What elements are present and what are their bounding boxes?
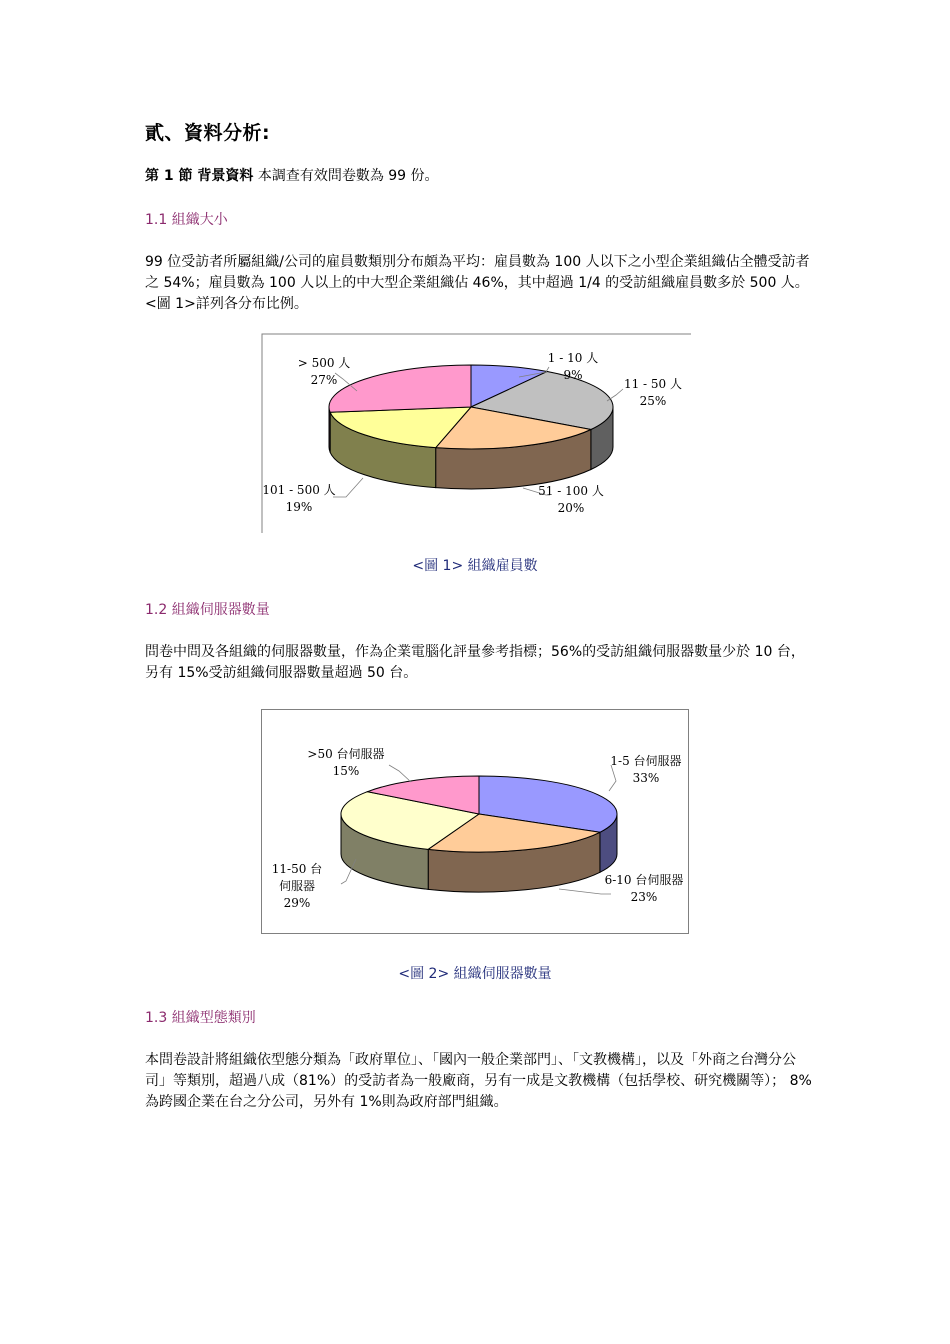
subsection-1-3-title: 1.3 組織型態類別 (145, 1010, 256, 1026)
subsection-1-1-paragraph: 99 位受訪者所屬組織/公司的雇員數類別分布頗為平均：雇員數為 100 人以下之小型企業組織佔全體受訪者之 54%；雇員數為 100 人以上的中大型企業組織佔 46%，其中超過 1/4 的受訪組織雇員數多於 500 人。<圖 1>詳列各分布比例。 (145, 254, 810, 312)
slice-value-50: 15% (332, 764, 360, 778)
chart-1-container (261, 333, 691, 533)
figure-1-caption: <圖 1> 組織雇員數 (412, 558, 538, 574)
subsection-1-3-paragraph: 本問卷設計將組織依型態分類為「政府單位」、「國內一般企業部門」、「文教機構」，以及「外商之台灣分公司」等類別，超過八成（81%）的受訪者為一般廠商，另有一成是文教機構（包括學校、研究機關等）； 8%為跨國企業在台之分公司，另外有 1%則為政府部門組織。 (145, 1052, 812, 1110)
slice-value-11-50: 29% (283, 896, 311, 910)
slice-value-500: 27% (310, 373, 338, 387)
slice-label-101-500: 101 - 500 人 (262, 483, 336, 497)
slice-value-11-50: 25% (639, 394, 667, 408)
slice-value-1-10: 9% (563, 368, 583, 382)
chart-2-container (261, 709, 689, 934)
section-heading: 貳、資料分析: (145, 122, 271, 144)
pie-chart-employees (261, 333, 691, 533)
slice-label-11-50: 11-50 台 (271, 862, 323, 876)
slice-label-11-50: 伺服器 (278, 879, 316, 893)
slice-label-500: > 500 人 (297, 356, 351, 370)
leader-line-6-10 (559, 889, 611, 894)
subsection-1-1-title: 1.1 組織大小 (145, 212, 228, 228)
pie-slice-500 (329, 365, 471, 412)
pie-side-500 (329, 407, 330, 452)
figure-2-caption: <圖 2> 組織伺服器數量 (398, 966, 552, 982)
subsection-1-2-title: 1.2 組織伺服器數量 (145, 602, 270, 618)
pie-chart-servers (261, 709, 689, 934)
section-1-line (145, 166, 815, 187)
leader-line-50 (389, 765, 411, 782)
slice-label-1-5: 1-5 台伺服器 (610, 754, 682, 768)
slice-value-6-10: 23% (630, 890, 658, 904)
leader-line-101-500 (333, 478, 363, 497)
leader-line-11-50 (607, 389, 623, 401)
leader-line-1-5 (609, 765, 616, 791)
slice-value-101-500: 19% (285, 500, 313, 514)
slice-label-50: >50 台伺服器 (307, 747, 385, 761)
slice-value-1-5: 33% (632, 771, 660, 785)
section-1-text: 本調查有效問卷數為 99 份。 (253, 168, 439, 184)
subsection-1-2-paragraph: 問卷中問及各組織的伺服器數量，作為企業電腦化評量參考指標；56%的受訪組織伺服器數量少於 10 台，另有 15%受訪組織伺服器數量超過 50 台。 (145, 644, 805, 681)
slice-label-11-50: 11 - 50 人 (623, 377, 683, 391)
slice-label-1-10: 1 - 10 人 (547, 351, 599, 365)
slice-label-6-10: 6-10 台伺服器 (604, 873, 684, 887)
section-1-title: 第 1 節 背景資料 (145, 168, 254, 184)
slice-label-51-100: 51 - 100 人 (538, 484, 604, 498)
slice-value-51-100: 20% (557, 501, 585, 515)
